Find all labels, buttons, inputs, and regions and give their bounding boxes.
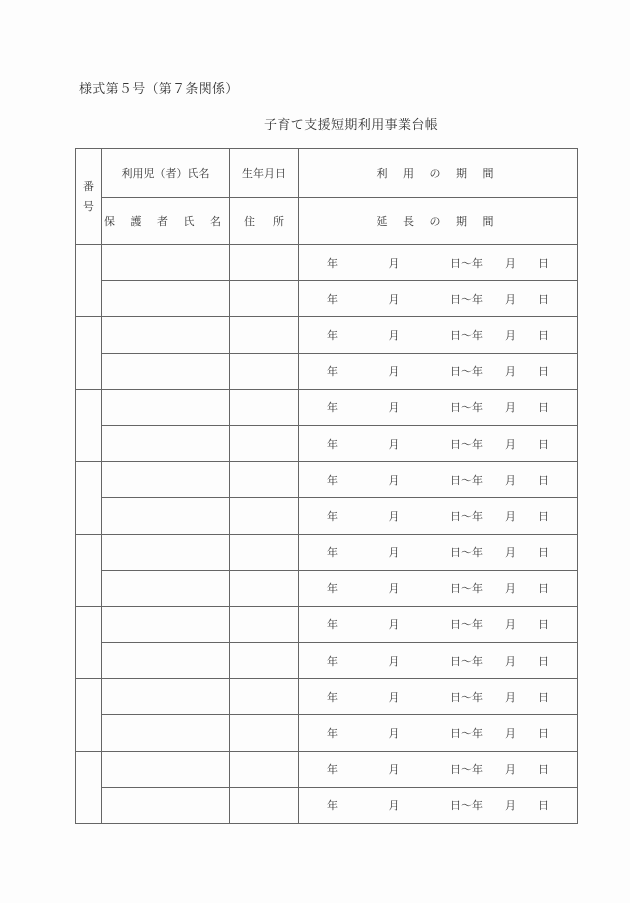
use-period-cell[interactable] xyxy=(299,751,578,787)
year-label: 年 xyxy=(471,292,483,306)
use-period xyxy=(299,255,577,271)
year-label: 年 xyxy=(471,618,483,632)
extension-period-cell[interactable] xyxy=(299,281,578,317)
day-from-label: 日〜 xyxy=(449,618,472,632)
address-cell[interactable] xyxy=(230,498,299,534)
entry-row-secondary xyxy=(76,787,578,823)
year-label: 年 xyxy=(471,365,483,379)
entry-number-cell[interactable] xyxy=(76,245,102,317)
address-cell[interactable] xyxy=(230,425,299,461)
year-label: 年 xyxy=(327,546,338,560)
month-label: 月 xyxy=(388,763,400,777)
year-label: 年 xyxy=(327,365,338,379)
entry-row-primary xyxy=(76,462,578,498)
entry-row-secondary xyxy=(76,715,578,751)
dob-cell[interactable] xyxy=(230,389,299,425)
month-label: 月 xyxy=(504,365,516,379)
use-period-cell[interactable] xyxy=(299,534,578,570)
guardian-name-cell[interactable] xyxy=(102,570,230,606)
month-label: 月 xyxy=(388,256,400,270)
guardian-name-cell[interactable] xyxy=(102,498,230,534)
extension-period-cell[interactable] xyxy=(299,425,578,461)
entry-number-cell[interactable] xyxy=(76,679,102,751)
use-period xyxy=(299,399,577,415)
year-label: 年 xyxy=(471,727,483,741)
year-label: 年 xyxy=(327,292,338,306)
child-name-cell[interactable] xyxy=(102,317,230,353)
dob-cell[interactable] xyxy=(230,245,299,281)
child-name-cell[interactable] xyxy=(102,389,230,425)
day-from-label: 日〜 xyxy=(449,509,472,523)
use-period xyxy=(299,544,577,560)
year-label: 年 xyxy=(471,509,483,523)
month-label: 月 xyxy=(388,690,400,704)
month-label: 月 xyxy=(388,473,400,487)
day-from-label: 日〜 xyxy=(449,799,472,813)
guardian-name-cell[interactable] xyxy=(102,715,230,751)
dob-cell[interactable] xyxy=(230,679,299,715)
extension-period xyxy=(299,508,577,524)
month-label: 月 xyxy=(504,546,516,560)
year-label: 年 xyxy=(471,546,483,560)
extension-period-cell[interactable] xyxy=(299,787,578,823)
month-label: 月 xyxy=(388,582,400,596)
header-child-name: 利用児（者）氏名 xyxy=(102,149,230,198)
guardian-name-cell[interactable] xyxy=(102,787,230,823)
year-label: 年 xyxy=(327,509,338,523)
child-name-cell[interactable] xyxy=(102,751,230,787)
use-period-cell[interactable] xyxy=(299,317,578,353)
guardian-name-cell[interactable] xyxy=(102,281,230,317)
month-label: 月 xyxy=(388,799,400,813)
child-name-cell[interactable] xyxy=(102,606,230,642)
day-from-label: 日〜 xyxy=(449,328,472,342)
month-label: 月 xyxy=(388,727,400,741)
month-label: 月 xyxy=(504,799,516,813)
month-label: 月 xyxy=(388,401,400,415)
use-period xyxy=(299,761,577,777)
month-label: 月 xyxy=(504,328,516,342)
month-label: 月 xyxy=(504,256,516,270)
day-from-label: 日〜 xyxy=(449,256,472,270)
entry-row-primary xyxy=(76,389,578,425)
year-label: 年 xyxy=(471,763,483,777)
day-to-label: 日 xyxy=(537,690,549,704)
extension-period xyxy=(299,291,577,307)
day-from-label: 日〜 xyxy=(449,365,472,379)
day-from-label: 日〜 xyxy=(449,763,472,777)
year-label: 年 xyxy=(327,473,338,487)
header-number xyxy=(76,149,102,245)
year-label: 年 xyxy=(327,618,338,632)
entry-row-secondary xyxy=(76,643,578,679)
extension-period xyxy=(299,797,577,813)
month-label: 月 xyxy=(504,727,516,741)
month-label: 月 xyxy=(388,365,400,379)
entry-number-cell[interactable] xyxy=(76,462,102,534)
day-to-label: 日 xyxy=(537,618,549,632)
header-number-char-2: 号 xyxy=(83,199,94,213)
use-period-cell[interactable] xyxy=(299,462,578,498)
day-from-label: 日〜 xyxy=(449,437,472,451)
year-label: 年 xyxy=(327,727,338,741)
year-label: 年 xyxy=(327,582,338,596)
month-label: 月 xyxy=(388,546,400,560)
day-to-label: 日 xyxy=(537,799,549,813)
address-cell[interactable] xyxy=(230,787,299,823)
day-from-label: 日〜 xyxy=(449,582,472,596)
address-cell[interactable] xyxy=(230,353,299,389)
header-extension-period: 延 長 の 期 間 xyxy=(299,198,578,245)
day-from-label: 日〜 xyxy=(449,546,472,560)
entry-row-secondary xyxy=(76,281,578,317)
day-to-label: 日 xyxy=(537,437,549,451)
entry-row-primary xyxy=(76,245,578,281)
year-label: 年 xyxy=(327,401,338,415)
dob-cell[interactable] xyxy=(230,534,299,570)
child-name-cell[interactable] xyxy=(102,245,230,281)
use-period xyxy=(299,689,577,705)
entry-row-secondary xyxy=(76,498,578,534)
day-to-label: 日 xyxy=(537,365,549,379)
year-label: 年 xyxy=(471,437,483,451)
entry-row-secondary xyxy=(76,353,578,389)
extension-period xyxy=(299,725,577,741)
day-to-label: 日 xyxy=(537,256,549,270)
year-label: 年 xyxy=(471,799,483,813)
year-label: 年 xyxy=(471,401,483,415)
year-label: 年 xyxy=(327,654,338,668)
year-label: 年 xyxy=(471,654,483,668)
day-from-label: 日〜 xyxy=(449,654,472,668)
day-from-label: 日〜 xyxy=(449,292,472,306)
extension-period-cell[interactable] xyxy=(299,353,578,389)
year-label: 年 xyxy=(471,256,483,270)
entry-number-cell[interactable] xyxy=(76,751,102,823)
extension-period xyxy=(299,436,577,452)
day-from-label: 日〜 xyxy=(449,401,472,415)
use-period-cell[interactable] xyxy=(299,245,578,281)
day-from-label: 日〜 xyxy=(449,473,472,487)
header-address-char-2: 所 xyxy=(273,215,284,228)
extension-period-cell[interactable] xyxy=(299,570,578,606)
day-to-label: 日 xyxy=(537,546,549,560)
header-number-char-1: 番 xyxy=(83,179,94,193)
month-label: 月 xyxy=(388,437,400,451)
extension-period-cell[interactable] xyxy=(299,715,578,751)
day-to-label: 日 xyxy=(537,582,549,596)
month-label: 月 xyxy=(504,618,516,632)
year-label: 年 xyxy=(471,582,483,596)
day-to-label: 日 xyxy=(537,292,549,306)
entry-number-cell[interactable] xyxy=(76,389,102,461)
entry-number-cell[interactable] xyxy=(76,317,102,389)
entry-row-secondary xyxy=(76,570,578,606)
month-label: 月 xyxy=(388,292,400,306)
child-name-cell[interactable] xyxy=(102,462,230,498)
use-period xyxy=(299,616,577,632)
form-number: 様式第５号（第７条関係） xyxy=(79,82,239,97)
month-label: 月 xyxy=(504,690,516,704)
month-label: 月 xyxy=(504,473,516,487)
entry-row-primary xyxy=(76,606,578,642)
dob-cell[interactable] xyxy=(230,606,299,642)
month-label: 月 xyxy=(388,654,400,668)
header-row-2 xyxy=(76,198,578,245)
month-label: 月 xyxy=(504,292,516,306)
month-label: 月 xyxy=(504,509,516,523)
extension-period xyxy=(299,580,577,596)
address-cell[interactable] xyxy=(230,570,299,606)
entry-row-primary xyxy=(76,317,578,353)
year-label: 年 xyxy=(471,473,483,487)
day-to-label: 日 xyxy=(537,654,549,668)
day-to-label: 日 xyxy=(537,473,549,487)
entry-row-primary xyxy=(76,679,578,715)
year-label: 年 xyxy=(327,690,338,704)
extension-period xyxy=(299,363,577,379)
use-period-cell[interactable] xyxy=(299,679,578,715)
extension-period xyxy=(299,653,577,669)
use-period-cell[interactable] xyxy=(299,389,578,425)
entry-number-cell[interactable] xyxy=(76,534,102,606)
month-label: 月 xyxy=(504,582,516,596)
dob-cell[interactable] xyxy=(230,751,299,787)
address-cell[interactable] xyxy=(230,643,299,679)
entry-row-primary xyxy=(76,534,578,570)
year-label: 年 xyxy=(471,690,483,704)
day-to-label: 日 xyxy=(537,763,549,777)
day-to-label: 日 xyxy=(537,727,549,741)
day-to-label: 日 xyxy=(537,509,549,523)
month-label: 月 xyxy=(504,437,516,451)
dob-cell[interactable] xyxy=(230,317,299,353)
address-cell[interactable] xyxy=(230,715,299,751)
month-label: 月 xyxy=(388,618,400,632)
month-label: 月 xyxy=(388,328,400,342)
child-name-cell[interactable] xyxy=(102,534,230,570)
entry-row-primary xyxy=(76,751,578,787)
header-address-char-1: 住 xyxy=(244,215,255,228)
day-to-label: 日 xyxy=(537,401,549,415)
document-title: 子育て支援短期利用事業台帳 xyxy=(264,118,439,133)
year-label: 年 xyxy=(471,328,483,342)
guardian-name-cell[interactable] xyxy=(102,643,230,679)
day-to-label: 日 xyxy=(537,328,549,342)
ledger-table xyxy=(75,148,578,824)
use-period xyxy=(299,327,577,343)
header-dob: 生年月日 xyxy=(230,149,299,198)
year-label: 年 xyxy=(327,799,338,813)
year-label: 年 xyxy=(327,256,338,270)
use-period-cell[interactable] xyxy=(299,606,578,642)
child-name-cell[interactable] xyxy=(102,679,230,715)
month-label: 月 xyxy=(504,654,516,668)
entry-row-secondary xyxy=(76,425,578,461)
dob-cell[interactable] xyxy=(230,462,299,498)
guardian-name-cell[interactable] xyxy=(102,353,230,389)
address-cell[interactable] xyxy=(230,281,299,317)
month-label: 月 xyxy=(504,763,516,777)
header-use-period: 利 用 の 期 間 xyxy=(299,149,578,198)
year-label: 年 xyxy=(327,437,338,451)
guardian-name-cell[interactable] xyxy=(102,425,230,461)
day-from-label: 日〜 xyxy=(449,690,472,704)
year-label: 年 xyxy=(327,328,338,342)
day-from-label: 日〜 xyxy=(449,727,472,741)
year-label: 年 xyxy=(327,763,338,777)
extension-period-cell[interactable] xyxy=(299,643,578,679)
month-label: 月 xyxy=(388,509,400,523)
header-row-1 xyxy=(76,149,578,198)
header-address xyxy=(230,198,299,245)
header-guardian-name: 保 護 者 氏 名 xyxy=(102,198,230,245)
entry-number-cell[interactable] xyxy=(76,606,102,678)
month-label: 月 xyxy=(504,401,516,415)
extension-period-cell[interactable] xyxy=(299,498,578,534)
use-period xyxy=(299,472,577,488)
